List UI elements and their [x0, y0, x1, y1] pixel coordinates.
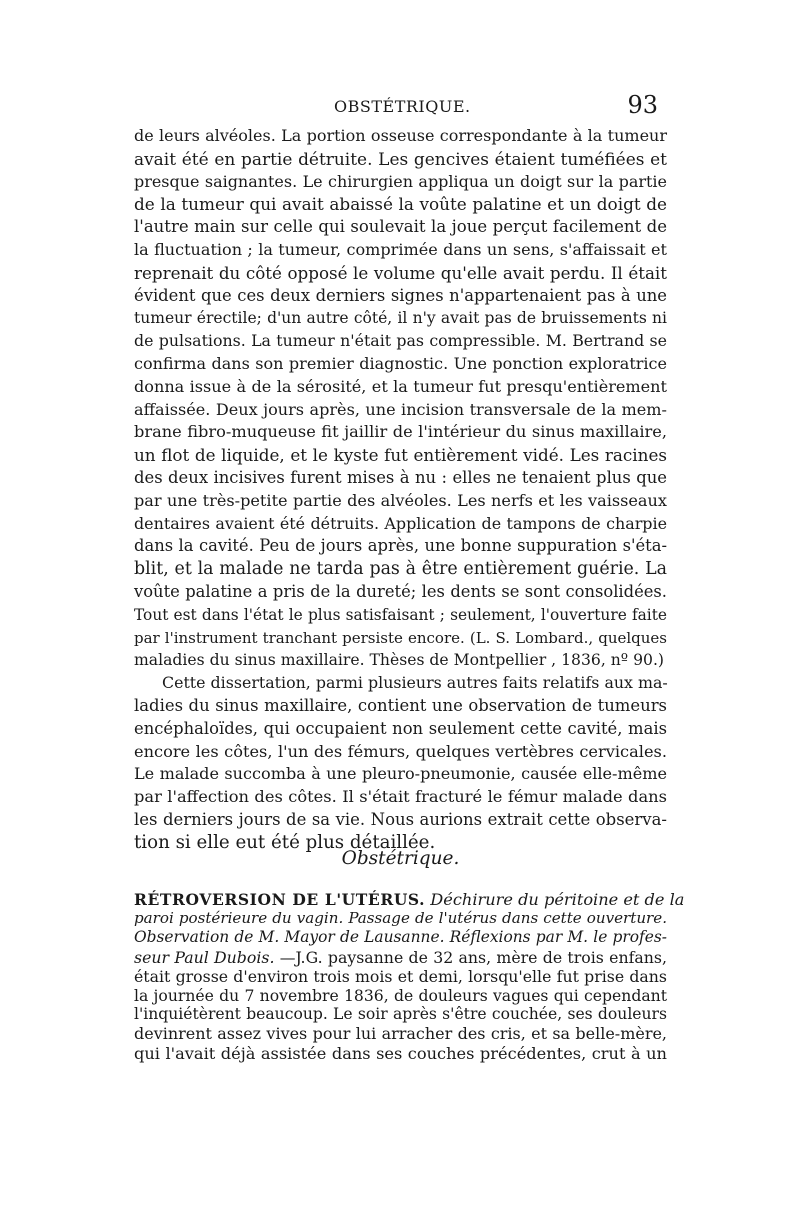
- case-line-7: l'inquiétèrent beaucoup. Le soir après s'être couchée, ses douleurs: [134, 1005, 667, 1024]
- page-header: [134, 91, 660, 125]
- case-line-3: Observation de M. Mayor de Lausanne. Réflexions par M. le profes-: [134, 928, 667, 947]
- text-line: ladies du sinus maxillaire, contient une observation de tumeurs: [134, 695, 667, 715]
- case-line-4: [134, 948, 667, 967]
- text-line: presque saignantes. Le chirurgien appliqua un doigt sur la partie: [134, 171, 667, 191]
- section-heading: Obstétrique.: [341, 848, 460, 869]
- case-lead: RÉTROVERSION DE L'UTÉRUS.: [134, 890, 426, 909]
- text-line: par l'affection des côtes. Il s'était fracturé le fémur malade dans: [134, 787, 667, 807]
- text-line: évident que ces deux derniers signes n'appartenaient pas à une: [134, 285, 667, 305]
- case-line-4-text: paysanne de 32 ans, mère de trois enfans,: [327, 947, 667, 967]
- text-line: les derniers jours de sa vie. Nous aurions extrait cette observa-: [134, 809, 667, 829]
- text-line: avait été en partie détruite. Les gencives étaient tuméfiées et: [134, 148, 667, 169]
- text-line: Le malade succomba à une pleuro-pneumonie, causée elle-même: [134, 764, 667, 784]
- running-title: OBSTÉTRIQUE.: [334, 97, 471, 116]
- text-line: reprenait du côté opposé le volume qu'elle avait perdu. Il était: [134, 262, 667, 283]
- text-line: brane fibro-muqueuse fit jaillir de l'intérieur du sinus maxillaire,: [134, 422, 667, 442]
- text-line: confirma dans son premier diagnostic. Une ponction exploratrice: [134, 353, 667, 373]
- text-line: la fluctuation ; la tumeur, comprimée dans un sens, s'affaissait et: [134, 239, 667, 259]
- case-line-9: qui l'avait déjà assistée dans ses couches précédentes, crut à un: [134, 1043, 667, 1063]
- text-line: Cette dissertation, parmi plusieurs autres faits relatifs aux ma-: [162, 673, 668, 693]
- text-line: un flot de liquide, et le kyste fut entièrement vidé. Les racines: [134, 445, 667, 466]
- body-text: [134, 125, 667, 855]
- text-line: dans la cavité. Peu de jours après, une bonne suppuration s'éta-: [134, 536, 667, 556]
- text-line: par une très-petite partie des alvéoles. Les nerfs et les vaisseaux: [134, 490, 667, 510]
- case-line-1: [134, 890, 685, 909]
- case-line-5: était grosse d'environ trois mois et demi, lorsqu'elle fut prise dans: [134, 966, 667, 986]
- text-line: blit, et la malade ne tarda pas à être entièrement guérie. La: [134, 559, 667, 580]
- text-line: l'autre main sur celle qui soulevait la joue perçut facilement de: [134, 217, 667, 237]
- text-line: Tout est dans l'état le plus satisfaisant ; seulement, l'ouverture faite: [134, 605, 667, 624]
- text-line: des deux incisives furent mises à nu : elles ne tenaient plus que: [134, 467, 667, 487]
- text-line: dentaires avaient été détruits. Application de tampons de charpie: [134, 513, 667, 533]
- text-line: de leurs alvéoles. La portion osseuse correspondante à la tumeur: [134, 126, 667, 145]
- case-line-6: la journée du 7 novembre 1836, de douleurs vagues qui cependant: [134, 986, 667, 1006]
- text-line: affaissée. Deux jours après, une incision transversale de la mem-: [134, 399, 667, 419]
- page-number: 93: [627, 91, 658, 119]
- text-line: de pulsations. La tumeur n'était pas compressible. M. Bertrand se: [134, 331, 667, 351]
- case-author-sep: —J.G.: [274, 947, 328, 967]
- text-line: voûte palatine a pris de la dureté; les dents se sont consolidées.: [134, 581, 667, 601]
- text-line: par l'instrument tranchant persiste encore. (L. S. Lombard., quelques: [134, 628, 667, 647]
- case-line-8: devinrent assez vives pour lui arracher des cris, et sa belle-mère,: [134, 1024, 667, 1044]
- text-line: tion si elle eut été plus détaillée.: [134, 831, 436, 853]
- case-line-2: paroi postérieure du vagin. Passage de l'utérus dans cette ouverture.: [134, 909, 667, 928]
- text-line: encore les côtes, l'un des fémurs, quelques vertèbres cervicales.: [134, 741, 667, 761]
- case-title-part: Déchirure du péritoine et de la: [425, 890, 685, 909]
- case-author: seur Paul Dubois.: [134, 947, 275, 967]
- text-line: donna issue à de la sérosité, et la tumeur fut presqu'entièrement: [134, 376, 667, 396]
- text-line: encéphaloïdes, qui occupaient non seulement cette cavité, mais: [134, 718, 667, 738]
- case-report: [134, 890, 685, 1063]
- text-line: de la tumeur qui avait abaissé la voûte palatine et un doigt de: [134, 194, 667, 215]
- text-line: maladies du sinus maxillaire. Thèses de Montpellier , 1836, nº 90.): [134, 651, 665, 670]
- text-line: tumeur érectile; d'un autre côté, il n'y avait pas de bruissements ni: [134, 309, 667, 328]
